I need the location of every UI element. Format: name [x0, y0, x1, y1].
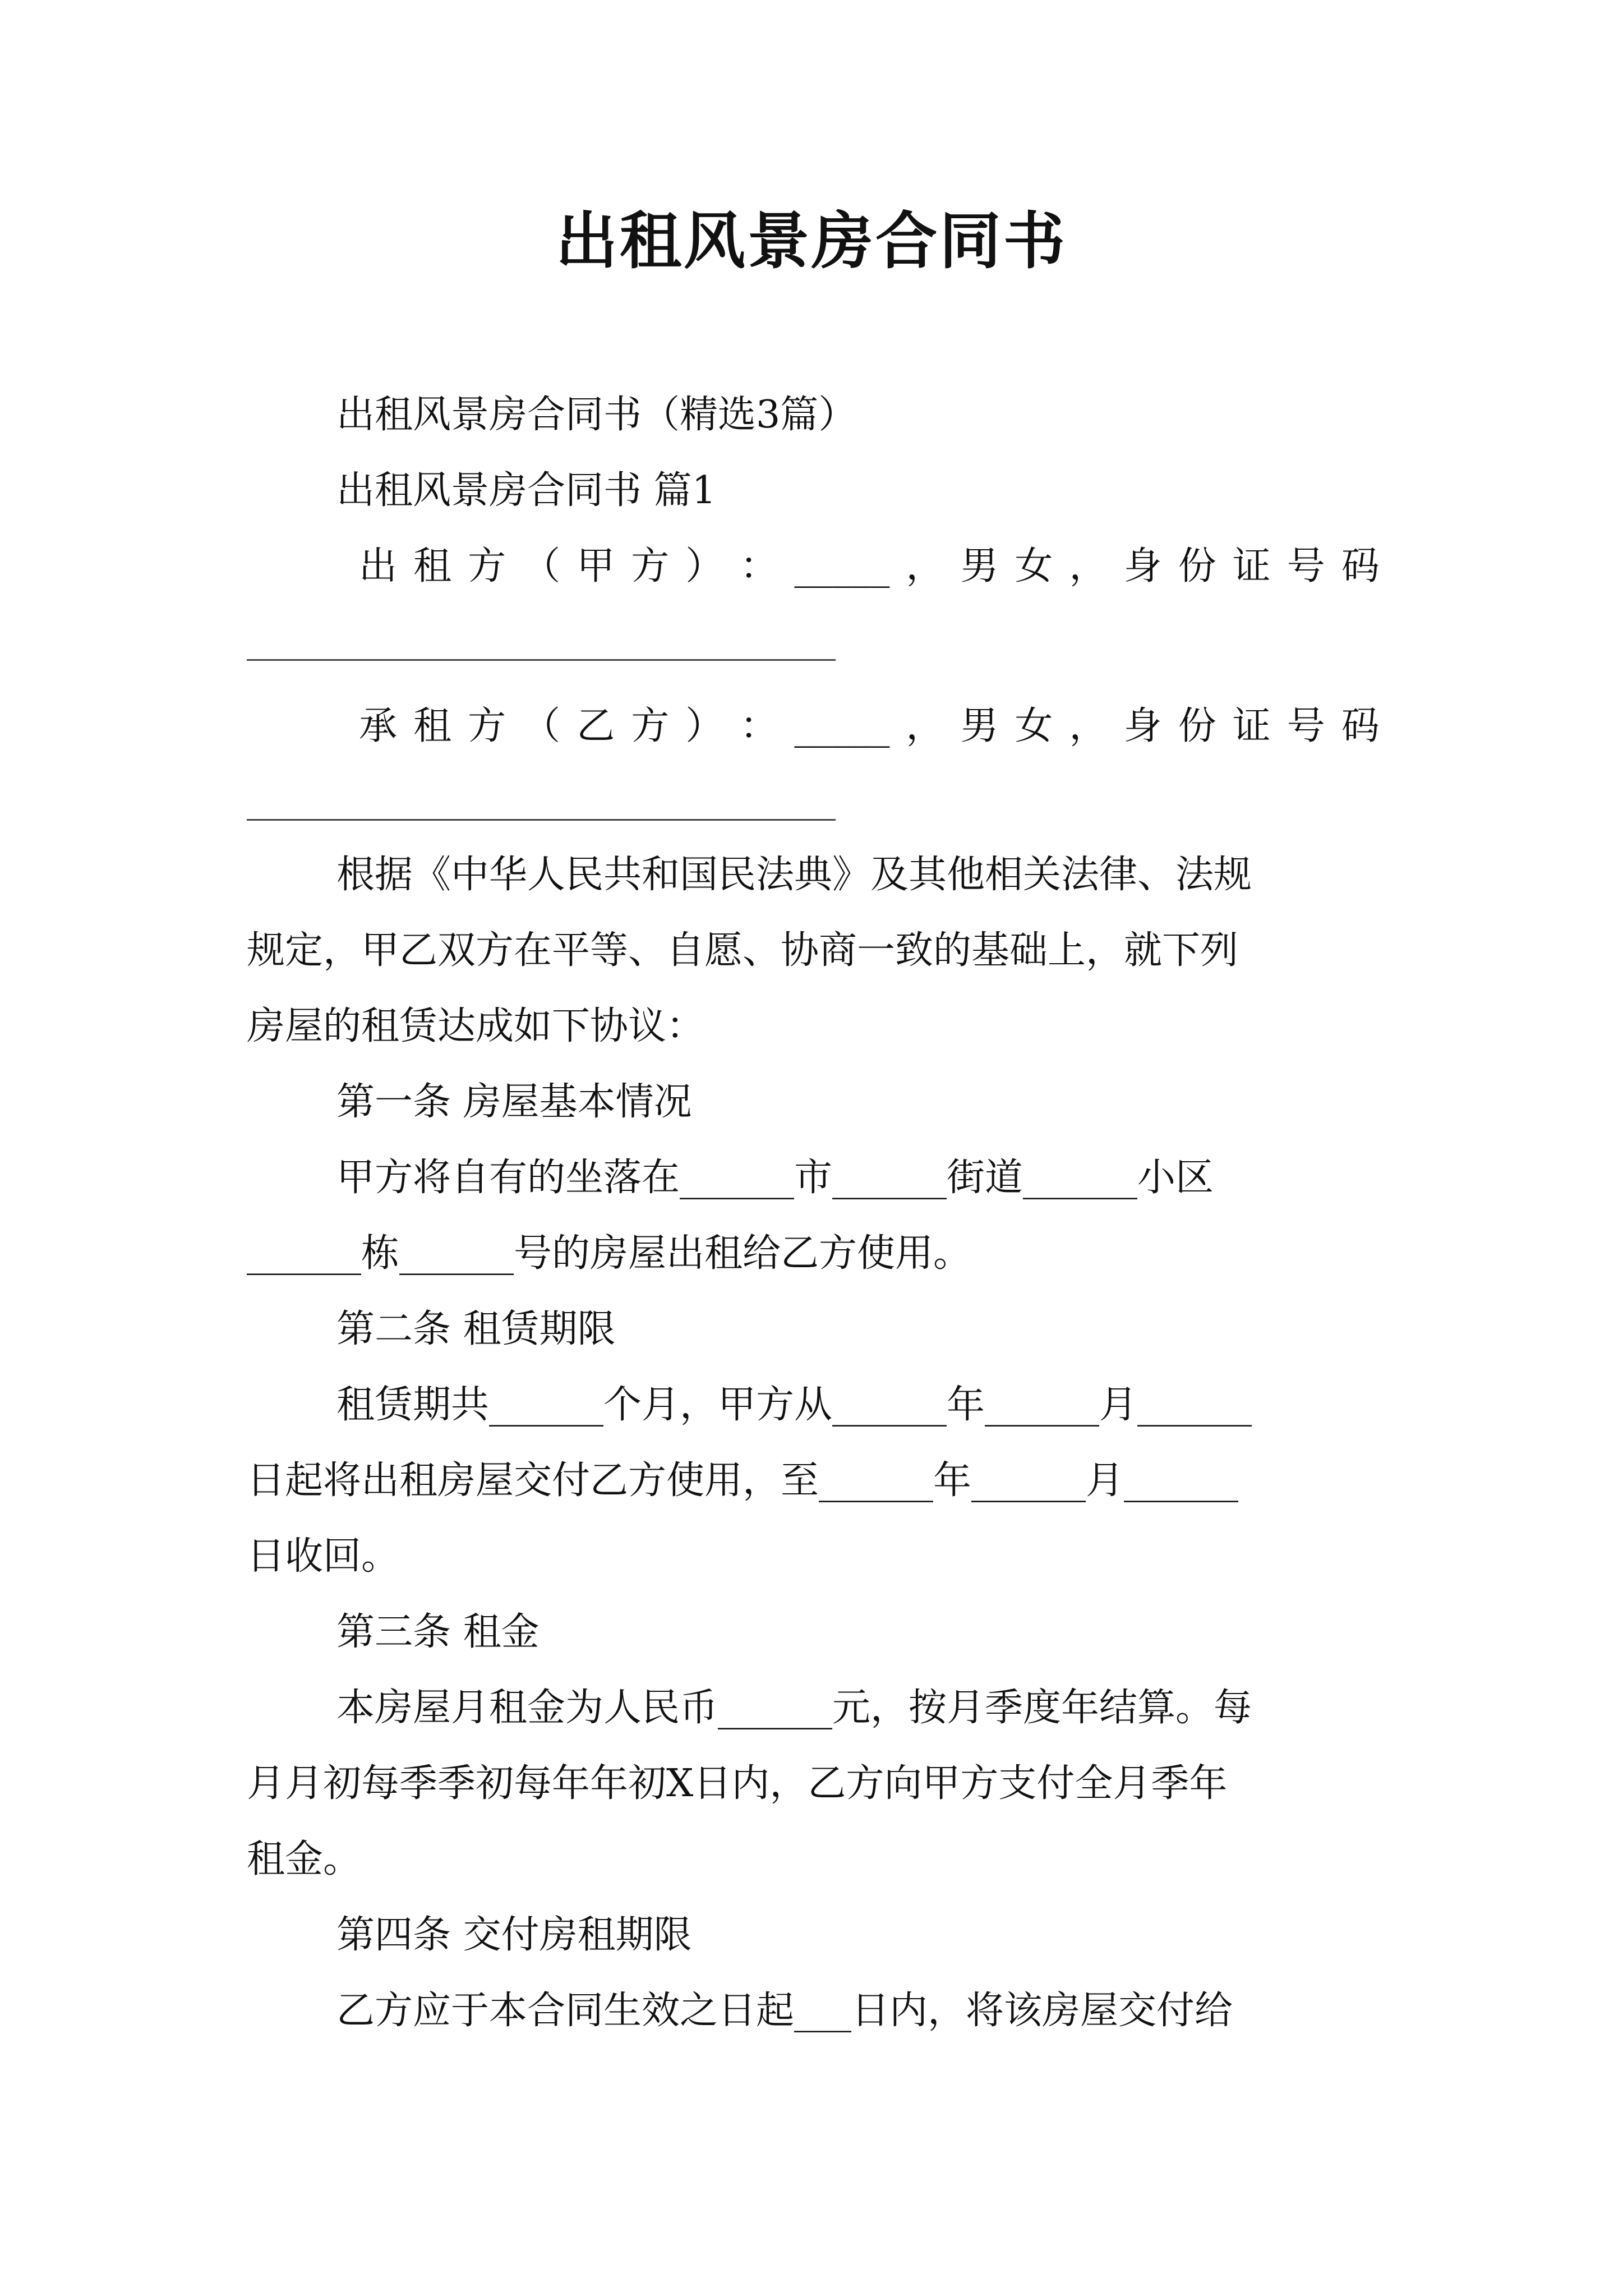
article-3-line-1: 本房屋月租金为人民币______元，按月季度年结算。每	[336, 1686, 1252, 1730]
party-b-line: 承 租 方 （ 乙 方 ） ： _____ ， 男 女 ， 身 份 证 号 码	[359, 698, 1380, 754]
basis-line-2: 规定，甲乙双方在平等、自愿、协商一致的基础上，就下列	[247, 928, 1239, 973]
subtitle: 出租风景房合同书（精选3篇）	[336, 393, 857, 437]
article-1-line-2: ______栋______号的房屋出租给乙方使用。	[247, 1231, 972, 1276]
party-b-id-blank-line	[247, 819, 836, 821]
article-1-line-1: 甲方将自有的坐落在______市______街道______小区	[336, 1156, 1214, 1200]
article-2-line-2: 日起将出租房屋交付乙方使用，至______年______月______	[247, 1458, 1239, 1503]
article-3-line-2: 月月初每季季初每年年初X日内，乙方向甲方支付全月季年	[247, 1761, 1228, 1806]
party-a-id-blank-line	[247, 659, 836, 661]
article-2-line-3: 日收回。	[247, 1534, 400, 1579]
article-3-line-3: 租金。	[247, 1837, 362, 1881]
article-1-title: 第一条 房屋基本情况	[336, 1080, 692, 1124]
party-a-line: 出 租 方 （ 甲 方 ） ： _____ ， 男 女 ， 身 份 证 号 码	[359, 539, 1380, 595]
article-2-title: 第二条 租赁期限	[336, 1307, 616, 1351]
party-b-name-blank: _____	[794, 704, 890, 748]
article-4-title: 第四条 交付房租期限	[336, 1913, 692, 1957]
article-4-line-1: 乙方应于本合同生效之日起___日内，将该房屋交付给	[336, 1989, 1233, 2033]
basis-line-1: 根据《中华人民共和国民法典》及其他相关法律、法规	[336, 853, 1252, 897]
document-title: 出租风景房合同书	[556, 205, 1067, 277]
party-a-name-blank: _____	[794, 544, 890, 588]
article-3-title: 第三条 租金	[336, 1610, 540, 1654]
article-2-line-1: 租赁期共______个月，甲方从______年______月______	[336, 1383, 1252, 1427]
basis-line-3: 房屋的租赁达成如下协议：	[247, 1004, 705, 1048]
section-heading: 出租风景房合同书 篇1	[336, 468, 716, 513]
